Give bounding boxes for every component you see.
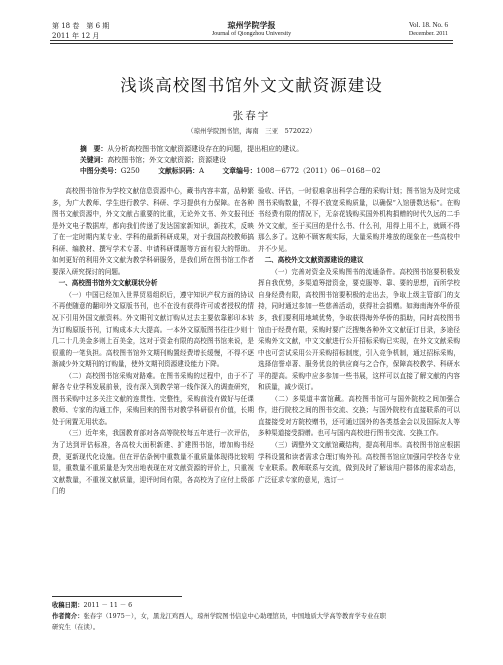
intro-paragraph: 高校图书馆作为学校文献信息资源中心，藏书内容丰富，品种繁多，为广大教师、学生进行教学、科研、学习提供有力保障。在各种图书文献资源中，外文文献占重要的比重，无论外文书、外文报刊还是外文电子数据库，都向我们传递了发达国家新知识，新技术，反映了在一定时期内某专业、学科的最新科研成果，对于我国高校教师搞科研、编教材、撰写学术专著、申请科研课题等方面有很大的帮助。如何更好的利用外文文献为教学科研服务，是我们所在图书馆工作者要深入研究探讨的问题。: [52, 187, 254, 276]
date-en: December. 2011: [408, 31, 448, 37]
header-rule-thick: [50, 40, 453, 41]
author-bio-text: 张春宇（1975－），女，黑龙江鸡西人，琼州学院图书信息中心助理馆员，中国地质大学高等教育学专业在职: [83, 613, 387, 620]
clc-label: 中图分类号：: [80, 167, 121, 175]
paragraph-2-1: （一）完善对资金及采购图书的流通条件。高校图书馆要积极发挥自我优势，多渠道筹措资金，要克服等、靠、要的思想，而所学校自身经费有限，高校图书馆要积极的走出去，争取上级主管部门的支持，同时通过参加一些慈善活动，获得社会捐赠。如海南海外华侨很多，我们要利用地域优势，争取获得海外华侨的捐助，同时高校图书馆由于经费有限，采购时要广泛搜集各种外文文献征订目录，多途径采购外文文献，中文文献进行公开招标采购已实现，在外文文献采购中也可尝试采用公开采购招标制度，引入竞争机制，通过招标采购，选择信誉卓著、服务优良的供应商与之合作，保障高校教学、科研水平的提高。采购中应多参加一些书展，这样可以直接了解文献的内容和质量，减少误订。: [258, 267, 460, 392]
paragraph-1-3: （三）近年来，我国教育部对各高等院校每五年进行一次评估，为了达到评估标准，各高校大面积新建、扩建图书馆，增加购书经费，更新现代化设施。但在评估条例中重数量不重质量体现得比较明显，重数量不重质量是为突出地表现在对文献资源的评价上，只重视文献数量，不重视文献质量，迎评时间有限，各高校为了应付上级部门的: [52, 429, 254, 496]
section-heading-2: 二、高校外文文献资源建设的建议: [264, 256, 364, 265]
received-date: [52, 600, 452, 611]
volume-issue-cn: 第 18 卷 第 6 期: [52, 22, 110, 30]
keywords: [80, 155, 440, 166]
article-title: 浅谈高校图书馆外文文献资源建设: [120, 76, 383, 95]
keywords-text: 高校图书馆；外文文献资源；资源建设: [107, 156, 227, 164]
author-affiliation: （琼州学院图书馆，海南 三亚 572022）: [187, 127, 316, 135]
doc-code-label: 文献标识码：: [158, 167, 199, 175]
footnote-rule: [52, 596, 182, 597]
abstract-text: 从分析高校图书馆文献资源建设存在的问题，提出相应的建议。: [107, 145, 304, 153]
author-name: 张春宇: [232, 110, 271, 122]
body-column-left: [52, 186, 254, 498]
paragraph-1-1: （一）中国已经加入世界贸易组织后，遵守知识产权方面的协议不再使随意的翻印外文原版书刊，也不在没有获得许可或者授权的情况下引用外国文献资料。外文期刊文献订购从过去主要依靠影印本转为订购原版书刊，订购成本大大提高。一本外文原版图书往往少则十几二十几美金多则上百美金，这对于资金有限的高校图书馆来说，是很重的一笔负担。高校图书馆外文期刊购置经费增长缓慢，不得不逐渐减少外文期刊的订购量，使外文期刊资源建设能力下降。: [52, 290, 254, 369]
date-cn: 2011 年 12 月: [52, 32, 100, 40]
received-value: 2011 － 11 － 6: [83, 602, 133, 609]
body-column-right: [258, 186, 460, 486]
paragraph-1-3-cont: 验收、评估，一时很难拿出科学合理的采购计划；图书馆为及时完成图书采购数量，不得不放宽采购质量，以确保“入馆册数达标”。在购书经费有限的情况下，无奈花钱购买国外机构捐赠的时代久远的二手外文文献，至于买回的是什么书、什么刊，用得上用不上，就顾不得那么多了。这种不顾客观实际，大量采购并堆放的现象在一些高校中并不少见。: [258, 187, 460, 253]
keywords-label: 关键词：: [80, 156, 108, 164]
author-bio: [52, 611, 452, 622]
article-no-label: 文章编号：: [222, 167, 257, 175]
paragraph-1-2: （二）高校图书馆采购对路难。在图书采购的过程中，由于不了解各专业学科发展前景，没有深入到教学第一线作深入的调查研究，图书采购中过多关注文献的连贯性、完整性，采购前没有做好与任课教师、专家的沟通工作，采购回来的图书对教学科研很有价值，长期处于闲置无用状态。: [52, 371, 254, 426]
author-bio-cont: 研究生（在读）。: [52, 624, 100, 631]
journal-name-cn: 琼州学院学报: [227, 20, 276, 30]
author-bio-label: 作者简介：: [52, 613, 84, 620]
classification-line: [80, 166, 440, 177]
paragraph-2-2: （二）多渠道丰富馆藏。高校图书馆可与国外院校之间加强合作，进行院校之间的图书交流、交换；与国外院校有直接联系的可以直接接受对方院校赠书，还可通过国外的各类基金会以及国际友人等多种渠道接受捐赠。也可与国内高校进行图书交流、交换工作。: [258, 394, 460, 438]
abstract-label: 摘 要：: [80, 145, 108, 153]
article-no-value: 1008－6772（2011）06－0168－02: [256, 167, 381, 175]
journal-name-en: Journal of Qiongzhou University: [211, 31, 292, 37]
section-heading-1: 一、高校图书馆外文文献现状分析: [58, 279, 158, 288]
received-label: 收稿日期：: [52, 602, 84, 609]
paragraph-2-3: （三）调整外文文献馆藏结构，提高利用率。高校图书馆应根据学科设置和读者需求合理订购外刊。高校图书馆应加强同学校各专业专业联系。教师联系与交流，做到及时了解该用户群体的需求动态，广泛征求专家的意见，选订一: [258, 441, 460, 484]
doc-code-value: A: [198, 167, 205, 175]
abstract: [80, 144, 440, 155]
running-header: [0, 0, 503, 42]
volume-issue-en: Vol. 18. No. 6: [408, 21, 448, 29]
clc-value: G250: [120, 167, 140, 175]
header-rule-thin: [50, 43, 453, 44]
